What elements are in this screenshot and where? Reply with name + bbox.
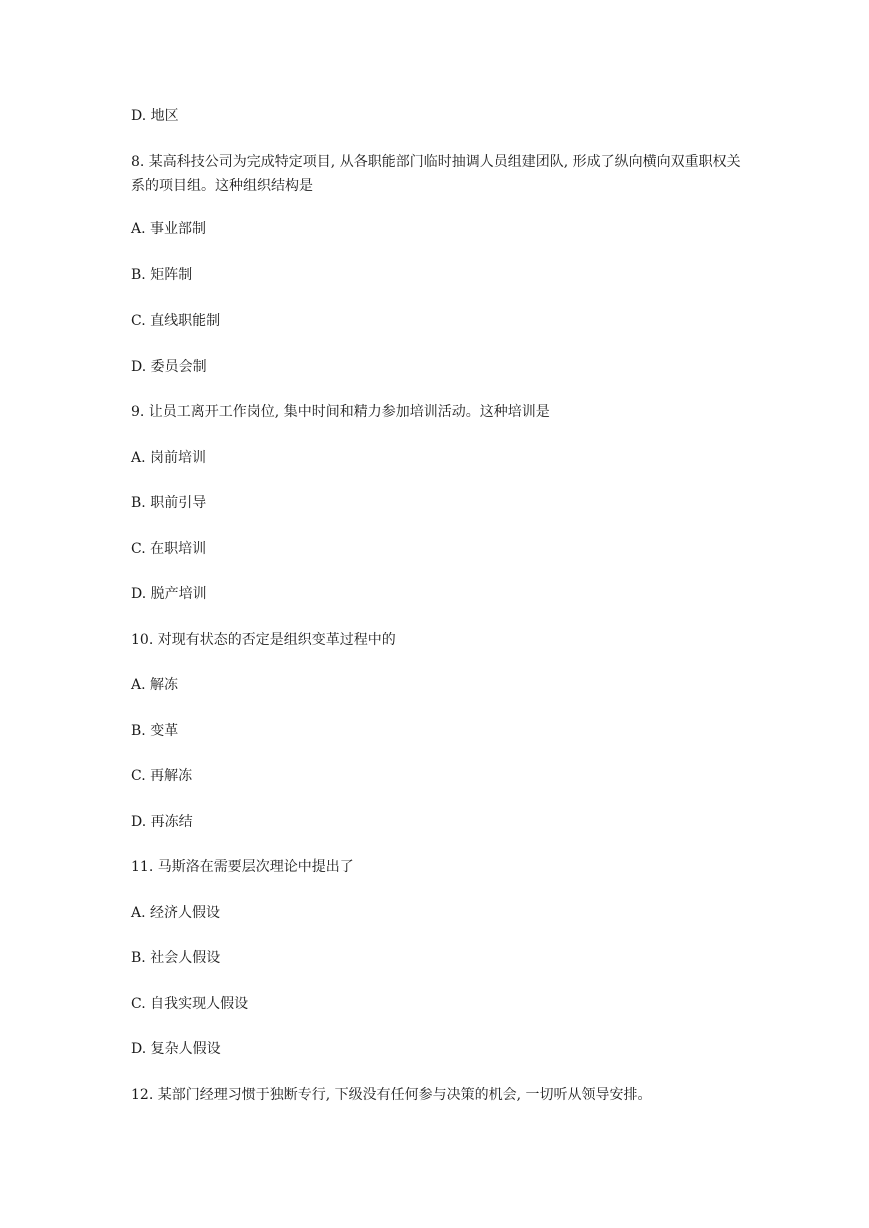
question-9: 9. 让员工离开工作岗位, 集中时间和精力参加培训活动。这种培训是 xyxy=(131,404,550,420)
option-8-a: A. 事业部制 xyxy=(131,221,207,237)
option-11-b: B. 社会人假设 xyxy=(131,950,221,966)
option-7-d: D. 地区 xyxy=(131,108,179,124)
option-9-b: B. 职前引导 xyxy=(131,495,207,511)
option-8-c: C. 直线职能制 xyxy=(131,313,221,329)
question-10: 10. 对现有状态的否定是组织变革过程中的 xyxy=(131,632,396,648)
option-8-d: D. 委员会制 xyxy=(131,359,207,375)
question-12: 12. 某部门经理习惯于独断专行, 下级没有任何参与决策的机会, 一切听从领导安排。 xyxy=(131,1087,652,1103)
option-10-a: A. 解冻 xyxy=(131,677,179,693)
option-8-b: B. 矩阵制 xyxy=(131,267,193,283)
option-9-d: D. 脱产培训 xyxy=(131,586,207,602)
option-11-a: A. 经济人假设 xyxy=(131,905,221,921)
option-11-d: D. 复杂人假设 xyxy=(131,1041,221,1057)
option-9-a: A. 岗前培训 xyxy=(131,450,207,466)
question-11: 11. 马斯洛在需要层次理论中提出了 xyxy=(131,859,354,875)
question-8: 8. 某高科技公司为完成特定项目, 从各职能部门临时抽调人员组建团队, 形成了纵向横向双重职权关系的项目组。这种组织结构是 xyxy=(131,154,741,194)
option-10-d: D. 再冻结 xyxy=(131,814,193,830)
option-10-c: C. 再解冻 xyxy=(131,768,193,784)
option-9-c: C. 在职培训 xyxy=(131,541,207,557)
option-10-b: B. 变革 xyxy=(131,723,179,739)
option-11-c: C. 自我实现人假设 xyxy=(131,996,249,1012)
